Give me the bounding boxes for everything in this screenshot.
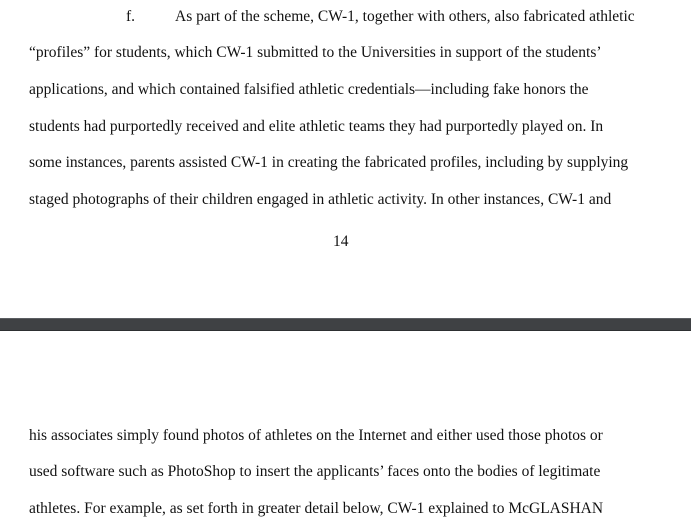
text-line: students had purportedly received and elite athletic teams they had purportedly played on. In <box>29 118 604 135</box>
document-page-15 <box>0 331 691 524</box>
text-line: used software such as PhotoShop to insert the applicants’ faces onto the bodies of legitimate <box>29 463 601 480</box>
text-line: As part of the scheme, CW-1, together with others, also fabricated athletic <box>175 8 635 25</box>
text-line: some instances, parents assisted CW-1 in creating the fabricated profiles, including by supplying <box>29 154 629 171</box>
text-line: athletes. For example, as set forth in greater detail below, CW-1 explained to McGLASHAN <box>29 500 604 517</box>
page-number: 14 <box>333 233 349 250</box>
text-line: his associates simply found photos of athletes on the Internet and either used those photos or <box>29 427 603 444</box>
page-separator <box>0 318 691 331</box>
text-line: applications, and which contained falsified athletic credentials—including fake honors the <box>29 81 589 98</box>
text-line: staged photographs of their children engaged in athletic activity. In other instances, CW-1 and <box>29 191 612 208</box>
text-line: “profiles” for students, which CW-1 submitted to the Universities in support of the students’ <box>29 44 602 61</box>
paragraph-marker: f. <box>126 8 136 25</box>
